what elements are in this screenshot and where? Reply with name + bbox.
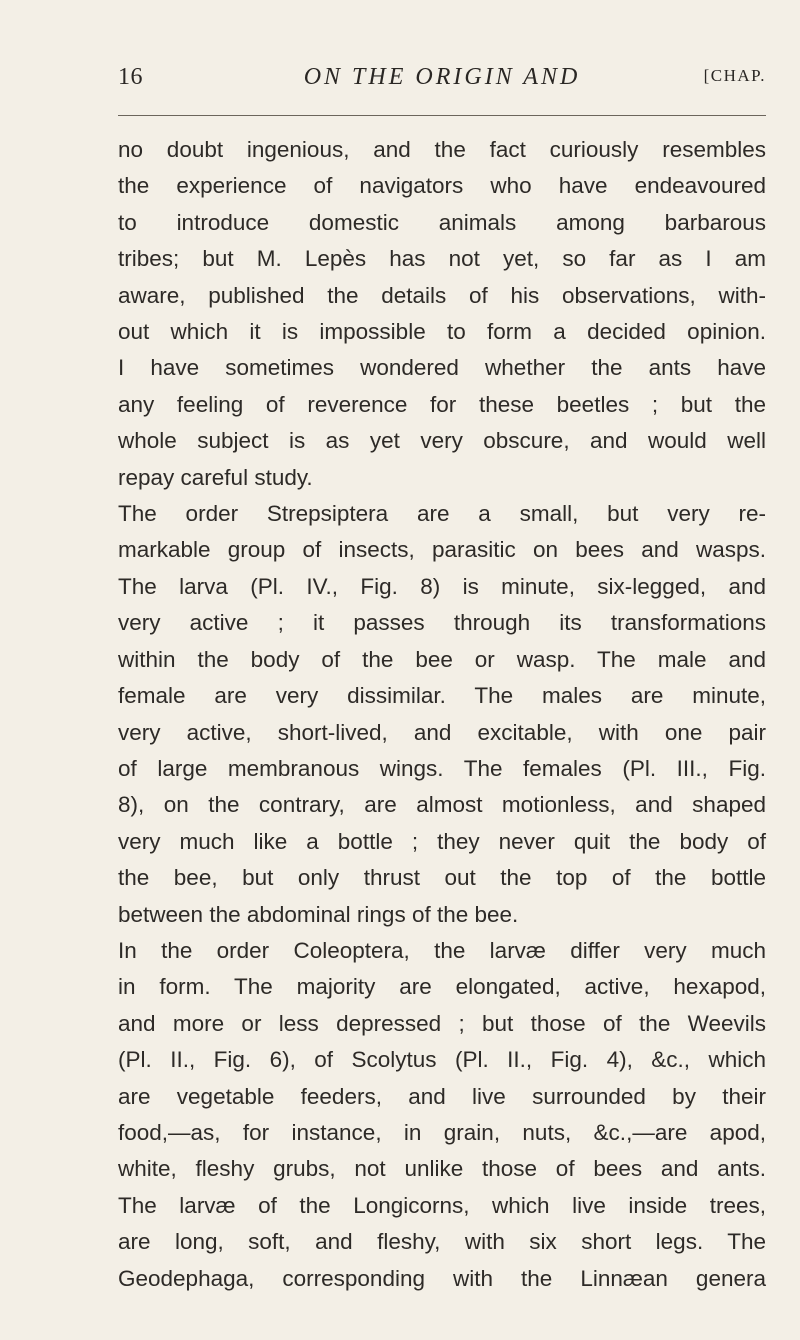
text-line: very active ; it passes through its transformations bbox=[118, 610, 766, 636]
page-header bbox=[118, 64, 766, 100]
text-line: repay careful study. bbox=[118, 464, 313, 490]
text-line: within the body of the bee or wasp. The male and bbox=[118, 646, 766, 672]
text-line: are vegetable feeders, and live surrounded by their bbox=[118, 1083, 766, 1109]
text-line: whole subject is as yet very obscure, and would well bbox=[118, 428, 766, 454]
text-line: the bee, but only thrust out the top of the bottle bbox=[118, 865, 766, 891]
text-line: no doubt ingenious, and the fact curiously resembles bbox=[118, 137, 766, 162]
running-title: ON THE ORIGIN AND bbox=[303, 64, 581, 90]
text-line: food,—as, for instance, in grain, nuts, &c.,—are apod, bbox=[118, 1119, 766, 1145]
text-line: the experience of navigators who have endeavoured bbox=[118, 173, 766, 199]
text-line: between the abdominal rings of the bee. bbox=[118, 901, 519, 927]
text-line: The order Strepsiptera are a small, but very re- bbox=[118, 501, 766, 527]
text-line: The larva (Pl. IV., Fig. 8) is minute, six-legged, and bbox=[118, 573, 766, 599]
text-line: aware, published the details of his observations, with- bbox=[118, 282, 766, 308]
chapter-mark: [CHAP. bbox=[703, 66, 766, 85]
page-number: 16 bbox=[118, 64, 143, 90]
text-line: 8), on the contrary, are almost motionless, and shaped bbox=[118, 792, 766, 818]
text-line: (Pl. II., Fig. 6), of Scolytus (Pl. II., Fig. 4), &c., which bbox=[118, 1047, 766, 1073]
text-line: very much like a bottle ; they never quit the body of bbox=[118, 828, 766, 854]
text-line: any feeling of reverence for these beetles ; but the bbox=[118, 391, 766, 417]
text-line: female are very dissimilar. The males are minute, bbox=[118, 683, 766, 709]
text-line: white, fleshy grubs, not unlike those of bees and ants. bbox=[118, 1156, 766, 1182]
text-line: are long, soft, and fleshy, with six short legs. The bbox=[118, 1229, 766, 1255]
text-line: I have sometimes wondered whether the ants have bbox=[118, 355, 766, 381]
text-line: very active, short-lived, and excitable, with one pair bbox=[118, 719, 766, 745]
text-line: of large membranous wings. The females (Pl. III., Fig. bbox=[118, 755, 766, 781]
text-line: tribes; but M. Lepès has not yet, so far as I am bbox=[118, 246, 766, 272]
text-line: to introduce domestic animals among barbarous bbox=[118, 209, 766, 235]
body-text bbox=[118, 132, 766, 1297]
header-rule bbox=[118, 115, 766, 116]
text-line: Geodephaga, corresponding with the Linnæan genera bbox=[118, 1265, 766, 1291]
text-line: out which it is impossible to form a decided opinion. bbox=[118, 319, 766, 345]
text-line: in form. The majority are elongated, active, hexapod, bbox=[118, 974, 766, 1000]
text-line: and more or less depressed ; but those of the Weevils bbox=[118, 1010, 766, 1036]
text-line: markable group of insects, parasitic on bees and wasps. bbox=[118, 537, 766, 563]
text-line: In the order Coleoptera, the larvæ differ very much bbox=[118, 937, 766, 963]
text-line: The larvæ of the Longicorns, which live inside trees, bbox=[118, 1192, 766, 1218]
